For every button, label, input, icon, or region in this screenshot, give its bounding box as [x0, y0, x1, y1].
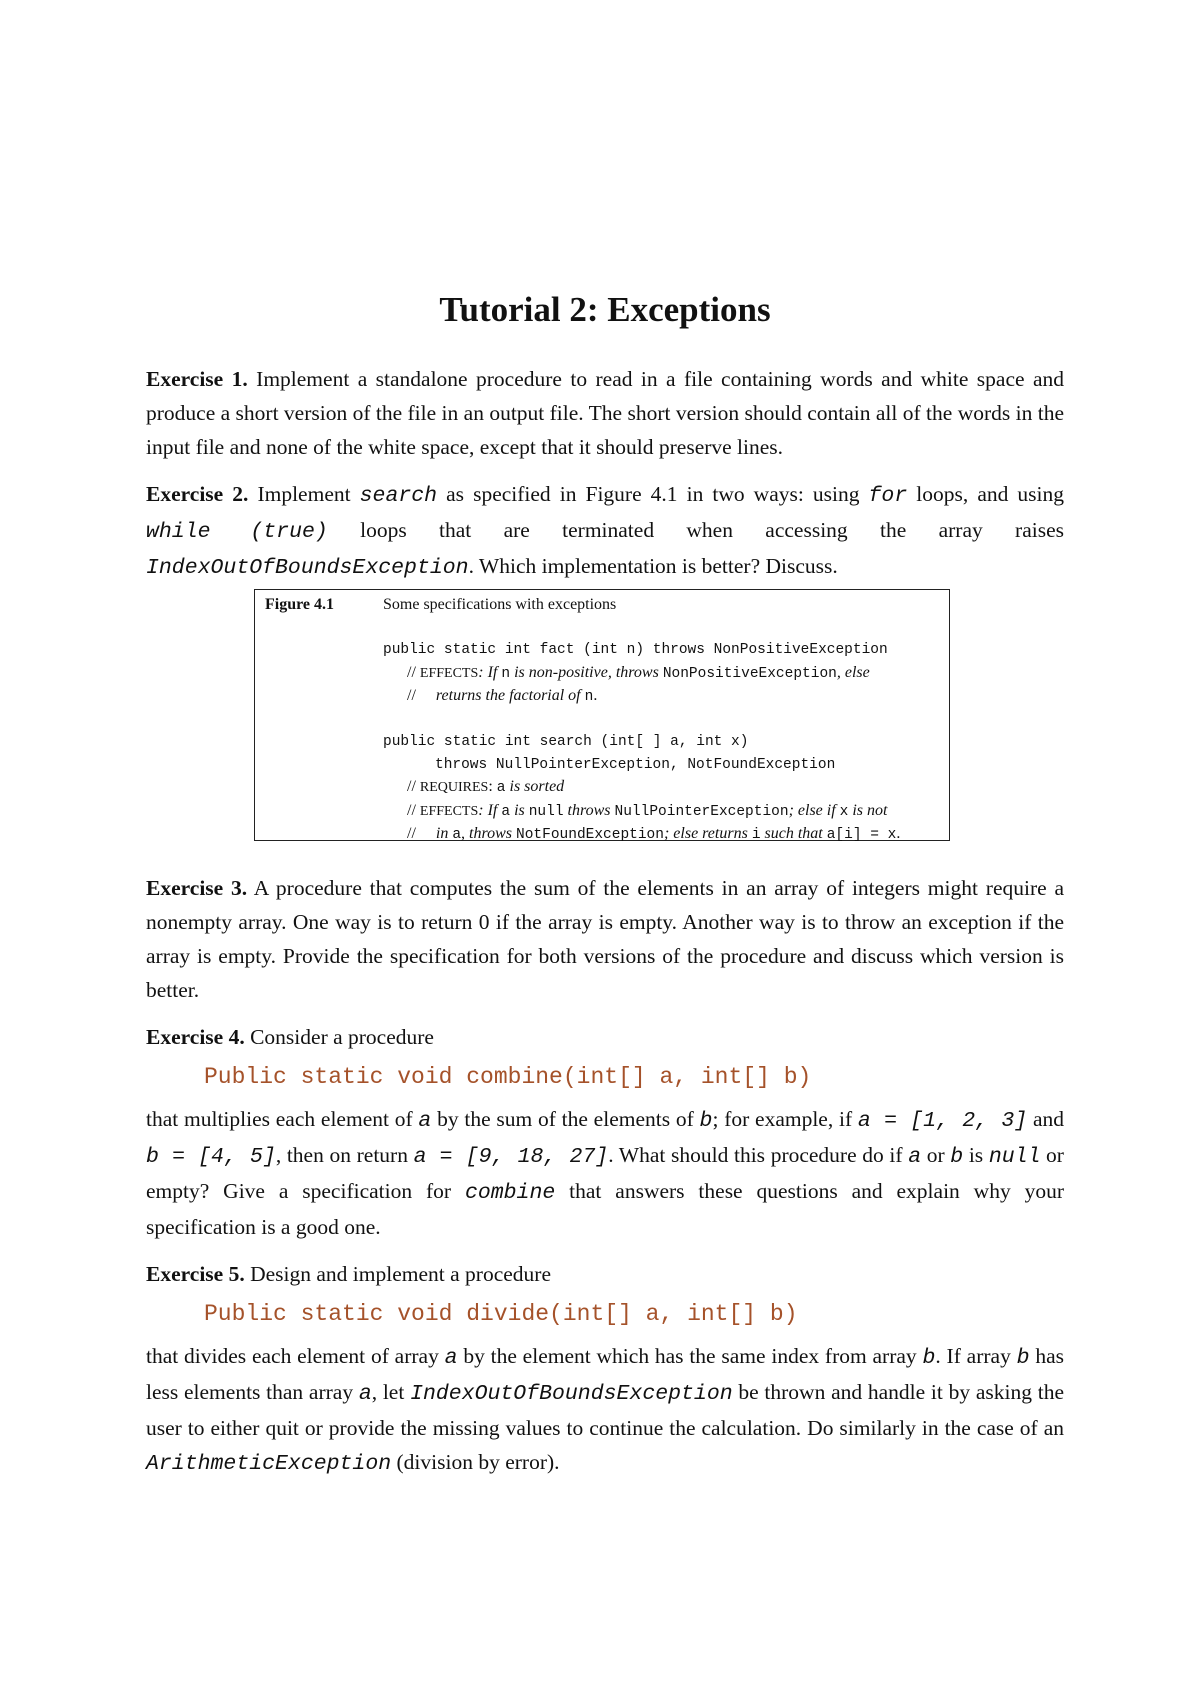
exercise-3: [146, 871, 1064, 1007]
code-null: null: [988, 1145, 1041, 1169]
exercise-5-text: has less elements than array: [146, 1344, 1064, 1404]
page-title: Tutorial 2: Exceptions: [439, 290, 771, 329]
exercise-1-label: Exercise 1.: [146, 367, 248, 391]
code-index-out-of-bounds: IndexOutOfBoundsException: [146, 556, 469, 580]
spec-text: is sorted: [505, 778, 565, 795]
spec-text: returns the factorial of: [435, 687, 585, 704]
spec-text: is not: [848, 801, 888, 819]
spec-text: .: [896, 825, 901, 842]
code-b: b: [1016, 1346, 1030, 1370]
spec-code: n: [501, 665, 511, 682]
spec-code: a: [501, 803, 511, 820]
comment-marker: //: [407, 663, 420, 681]
figure-caption: Some specifications with exceptions: [383, 596, 617, 613]
code-arithmetic-exception: ArithmeticException: [146, 1452, 392, 1476]
spec-code: x: [839, 803, 849, 820]
exercise-2-text: loops that are terminated when accessing the array raises: [327, 518, 1065, 542]
exercise-5-text: , let: [371, 1380, 411, 1404]
spec-code: null: [528, 803, 564, 820]
code-b: b: [699, 1109, 713, 1133]
exercise-5-text: be thrown and handle it by asking the user to either quit or provide the missing values to continue the calculation. Do similarly in the case of an: [146, 1380, 1064, 1440]
comment-marker: //: [407, 801, 420, 819]
spec-code: a[i] = x: [826, 827, 897, 843]
exercise-5-label: Exercise 5.: [146, 1262, 245, 1286]
fact-effects-line-1: [383, 662, 943, 686]
combine-signature: Public static void combine(int[] a, int[] b): [204, 1064, 812, 1090]
exercise-3-text: A procedure that computes the sum of the elements in an array of integers might require a nonempty array. One way is to return 0 if the array is empty. Another way is to throw an exception if the array is empty. Provide the specification for both versions of the procedure and discuss which version is better.: [146, 876, 1065, 1002]
code-while-true: while (true): [146, 520, 328, 544]
spec-code: NullPointerException: [614, 803, 789, 820]
exercise-5-text: by the element which has the same index from array: [457, 1344, 923, 1368]
exercise-2: [146, 477, 1064, 585]
search-signature: public static int search (int[ ] a, int x): [383, 734, 749, 750]
spec-code: n: [584, 689, 594, 705]
exercise-4-body: [146, 1102, 1064, 1244]
exercise-4-label: Exercise 4.: [146, 1025, 245, 1049]
search-throws: throws NullPointerException, NotFoundException: [435, 756, 836, 773]
exercise-4-intro: [146, 1020, 1064, 1054]
spec-text: , else: [836, 663, 870, 681]
spec-text: ; else if: [788, 801, 840, 819]
effects-keyword: EFFECTS: [419, 803, 479, 819]
spec-text: ; else returns: [663, 825, 752, 842]
exercise-5-intro: [146, 1257, 1064, 1291]
spec-text: : If: [478, 663, 502, 681]
spec-text: : If: [478, 801, 502, 819]
exercise-5-text: Design and implement a procedure: [244, 1262, 551, 1286]
spec-code: NotFoundException: [516, 827, 664, 843]
spec-code: i: [751, 827, 761, 843]
spec-text: is non-positive, throws: [510, 663, 663, 681]
exercise-4-text: is: [963, 1143, 989, 1167]
spec-text: .: [593, 687, 598, 704]
code-a: a: [418, 1109, 432, 1133]
exercise-4-text: ; for example, if: [712, 1107, 858, 1131]
comment-marker: //: [407, 778, 420, 795]
code-b-example: b = [4, 5]: [146, 1145, 276, 1169]
figure-body: [383, 594, 943, 847]
code-b: b: [922, 1346, 936, 1370]
spec-code: a: [496, 780, 506, 796]
code-index-out-of-bounds: IndexOutOfBoundsException: [410, 1382, 733, 1406]
exercise-5-text: . If array: [935, 1344, 1017, 1368]
exercise-4-text: or empty? Give a specification for: [146, 1143, 1064, 1203]
requires-keyword: REQUIRES: [419, 780, 489, 795]
spec-code: a: [452, 827, 462, 843]
spec-code: NonPositiveException: [662, 665, 837, 682]
effects-keyword: EFFECTS: [419, 665, 479, 681]
exercise-5-body: [146, 1339, 1064, 1481]
search-effects-line-1: [383, 800, 943, 824]
spec-text: is: [510, 801, 529, 819]
spec-text: :: [488, 778, 497, 795]
spec-text: throws: [563, 801, 615, 819]
exercise-2-label: Exercise 2.: [146, 482, 249, 506]
exercise-5-text: (division by error).: [391, 1450, 560, 1474]
code-a: a: [444, 1346, 458, 1370]
exercise-4-text: that answers these questions and explain why your specification is a good one.: [146, 1179, 1065, 1239]
exercise-2-text: loops, and using: [907, 482, 1064, 506]
exercise-1: [146, 362, 1064, 464]
comment-marker: //: [407, 825, 416, 842]
search-requires: [383, 776, 943, 800]
fact-signature: public static int fact (int n) throws NonPositiveException: [383, 642, 888, 658]
exercise-2-text: as specified in Figure 4.1 in two ways: using: [437, 482, 869, 506]
exercise-4-text: Consider a procedure: [244, 1025, 434, 1049]
exercise-2-text: Implement: [248, 482, 360, 506]
figure-4-1: [254, 589, 950, 841]
exercise-4-text: or: [921, 1143, 951, 1167]
spec-text: , throws: [461, 825, 517, 842]
exercise-4-text: by the sum of the elements of: [431, 1107, 700, 1131]
code-a: a: [358, 1382, 372, 1406]
code-for: for: [868, 484, 908, 508]
comment-marker: //: [407, 687, 416, 704]
exercise-3-label: Exercise 3.: [146, 876, 248, 900]
code-a-example: a = [1, 2, 3]: [857, 1109, 1028, 1133]
spec-text: in: [435, 825, 453, 842]
code-combine: combine: [464, 1181, 556, 1205]
exercise-4-text: . What should this procedure do if: [608, 1143, 909, 1167]
exercise-5-text: that divides each element of array: [146, 1344, 445, 1368]
spec-text: such that: [760, 825, 827, 842]
search-effects-line-2: [383, 823, 943, 847]
code-a: a: [908, 1145, 922, 1169]
exercise-4-text: , then on return: [275, 1143, 414, 1167]
code-b: b: [950, 1145, 964, 1169]
code-a-result: a = [9, 18, 27]: [413, 1145, 609, 1169]
exercise-2-text: . Which implementation is better? Discuss.: [468, 554, 838, 578]
document-page: [146, 290, 1064, 1481]
fact-effects-line-2: [383, 685, 943, 709]
code-search: search: [359, 484, 438, 508]
exercise-4-text: and: [1027, 1107, 1064, 1131]
exercise-4-text: that multiplies each element of: [146, 1107, 419, 1131]
figure-label: Figure 4.1: [265, 596, 335, 613]
divide-signature: Public static void divide(int[] a, int[] b): [204, 1301, 798, 1327]
exercise-1-text: Implement a standalone procedure to read in a file containing words and white space and produce a short version of the file in an output file. The short version should contain all of the words in the input file and none of the white space, except that it should preserve lines.: [146, 367, 1064, 459]
